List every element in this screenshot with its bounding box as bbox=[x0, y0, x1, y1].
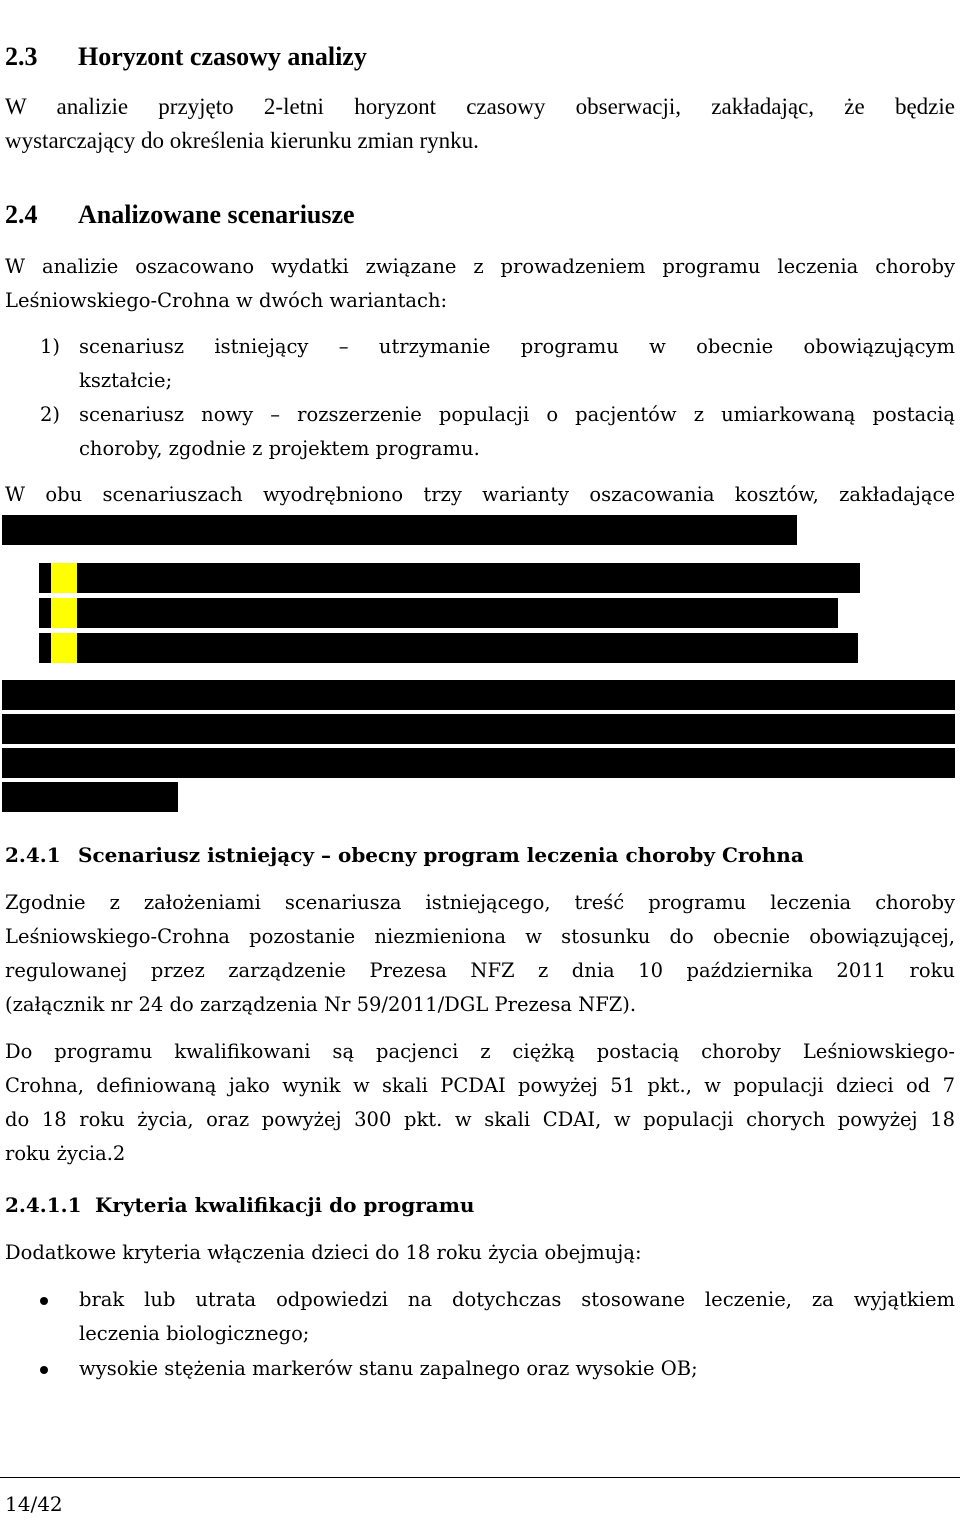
paragraph-line: roku życia.2 bbox=[5, 1142, 126, 1165]
section-number: 2.4.1.1 bbox=[5, 1193, 82, 1217]
list-item-text: brak lub utrata odpowiedzi na dotychczas stosowane leczenie, za wyjątkiem bbox=[79, 1288, 955, 1311]
redaction-bar bbox=[2, 680, 955, 710]
paragraph-line: do 18 roku życia, oraz powyżej 300 pkt. w skali CDAI, w populacji chorych powyżej 18 bbox=[5, 1108, 955, 1131]
section-title: Horyzont czasowy analizy bbox=[78, 42, 367, 71]
redaction-bar bbox=[2, 782, 178, 812]
section-number: 2.4 bbox=[5, 200, 38, 229]
section-heading-2-4-1 bbox=[5, 843, 804, 867]
redaction-bar bbox=[2, 748, 955, 778]
list-item-text: kształcie; bbox=[79, 369, 173, 392]
list-item bbox=[40, 403, 60, 426]
highlight-mark bbox=[51, 633, 77, 663]
paragraph-line: W analizie przyjęto 2-letni horyzont czasowy obserwacji, zakładając, że będzie bbox=[5, 94, 955, 119]
paragraph-line: wystarczający do określenia kierunku zmian rynku. bbox=[5, 128, 479, 153]
section-title: Kryteria kwalifikacji do programu bbox=[95, 1193, 475, 1217]
bullet-icon bbox=[40, 1297, 48, 1305]
highlight-mark bbox=[51, 563, 77, 593]
list-marker: 2) bbox=[40, 403, 61, 426]
paragraph-line: Crohna, definiowaną jako wynik w skali PCDAI powyżej 51 pkt., w populacji dzieci od 7 bbox=[5, 1074, 955, 1097]
redaction-bar bbox=[2, 515, 797, 545]
list-item-text: scenariusz nowy – rozszerzenie populacji o pacjentów z umiarkowaną postacią bbox=[79, 403, 955, 426]
redaction-bar bbox=[2, 714, 955, 744]
paragraph-line: W obu scenariuszach wyodrębniono trzy warianty oszacowania kosztów, zakładające bbox=[5, 483, 955, 506]
list-item-text: choroby, zgodnie z projektem programu. bbox=[79, 437, 480, 460]
list-item bbox=[40, 335, 60, 358]
list-item-text: leczenia biologicznego; bbox=[79, 1322, 310, 1345]
page-number: 14/42 bbox=[5, 1492, 63, 1516]
redaction-bar bbox=[39, 633, 51, 663]
paragraph-line: Do programu kwalifikowani są pacjenci z ciężką postacią choroby Leśniowskiego- bbox=[5, 1040, 955, 1063]
paragraph-line: Dodatkowe kryteria włączenia dzieci do 18 roku życia obejmują: bbox=[5, 1241, 642, 1264]
section-heading-2-3 bbox=[5, 42, 367, 72]
list-item-text: wysokie stężenia markerów stanu zapalnego oraz wysokie OB; bbox=[79, 1357, 698, 1380]
redaction-bar bbox=[39, 598, 51, 628]
redaction-bar bbox=[77, 563, 860, 593]
paragraph-line: Zgodnie z założeniami scenariusza istniejącego, treść programu leczenia choroby bbox=[5, 891, 955, 914]
redaction-bar bbox=[39, 563, 51, 593]
section-title: Analizowane scenariusze bbox=[78, 200, 355, 229]
section-title: Scenariusz istniejący – obecny program leczenia choroby Crohna bbox=[78, 843, 804, 867]
redaction-bar bbox=[77, 598, 838, 628]
list-item-text: scenariusz istniejący – utrzymanie programu w obecnie obowiązującym bbox=[79, 335, 955, 358]
footer-divider bbox=[0, 1477, 960, 1478]
paragraph-line: Leśniowskiego-Crohna pozostanie niezmieniona w stosunku do obecnie obowiązującej, bbox=[5, 925, 955, 948]
section-number: 2.4.1 bbox=[5, 843, 61, 867]
paragraph-line: Leśniowskiego-Crohna w dwóch wariantach: bbox=[5, 289, 448, 312]
highlight-mark bbox=[51, 598, 77, 628]
paragraph-line: (załącznik nr 24 do zarządzenia Nr 59/2011/DGL Prezesa NFZ). bbox=[5, 993, 637, 1016]
section-heading-2-4-1-1 bbox=[5, 1193, 475, 1217]
paragraph-line: regulowanej przez zarządzenie Prezesa NFZ z dnia 10 października 2011 roku bbox=[5, 959, 955, 982]
bullet-icon bbox=[40, 1366, 48, 1374]
section-number: 2.3 bbox=[5, 42, 38, 71]
list-marker: 1) bbox=[40, 335, 61, 358]
paragraph-line: W analizie oszacowano wydatki związane z prowadzeniem programu leczenia choroby bbox=[5, 255, 955, 278]
section-heading-2-4 bbox=[5, 200, 355, 230]
redaction-bar bbox=[77, 633, 858, 663]
